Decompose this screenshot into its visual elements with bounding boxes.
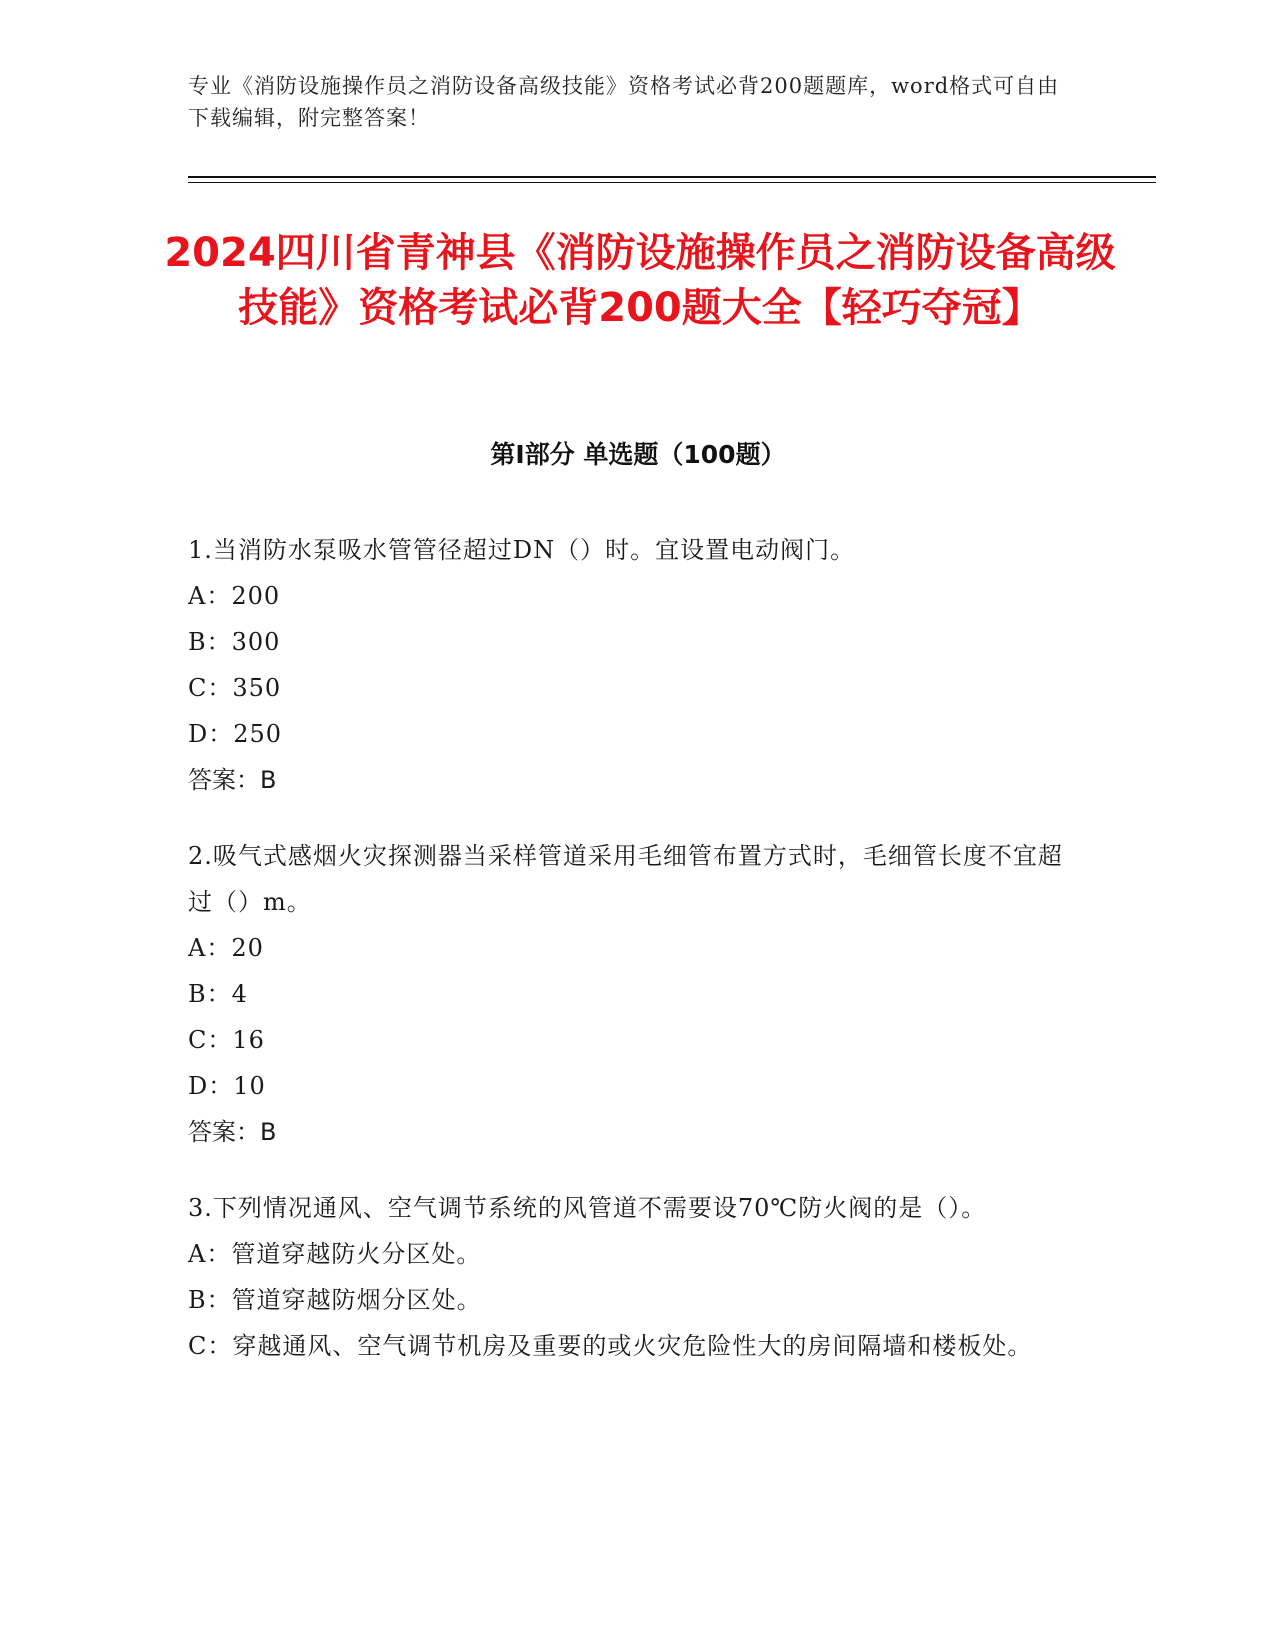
section-title: 第I部分 单选题（100题）: [490, 440, 786, 469]
answer: 答案：B: [188, 1118, 277, 1146]
question-stem: 2.吸气式感烟火灾探测器当采样管道采用毛细管布置方式时，毛细管长度不宜超过（）m。: [188, 842, 1063, 916]
option-b: B：4: [188, 980, 248, 1008]
option-d: D：10: [188, 1072, 266, 1100]
option-b: B：管道穿越防烟分区处。: [188, 1286, 482, 1314]
question-2: [188, 833, 1078, 1155]
answer: 答案：B: [188, 766, 277, 794]
option-c: C：350: [188, 674, 282, 702]
option-a: A：200: [188, 582, 281, 610]
header-note: 专业《消防设施操作员之消防设备高级技能》资格考试必背200题题库，word格式可自由下载编辑，附完整答案！: [188, 74, 1060, 130]
question-3: [188, 1185, 1078, 1369]
question-list: [188, 527, 1078, 1399]
question-1: [188, 527, 1078, 803]
header-rule-thick: [188, 176, 1156, 178]
option-a: A：管道穿越防火分区处。: [188, 1240, 482, 1268]
option-b: B：300: [188, 628, 281, 656]
question-stem: 1.当消防水泵吸水管管径超过DN（）时。宜设置电动阀门。: [188, 536, 856, 564]
option-a: A：20: [188, 934, 264, 962]
document-title: 2024四川省青神县《消防设施操作员之消防设备高级技能》资格考试必背200题大全【轻巧夺冠】: [164, 230, 1116, 331]
option-c: C：16: [188, 1026, 265, 1054]
option-c: C：穿越通风、空气调节机房及重要的或火灾危险性大的房间隔墙和楼板处。: [188, 1332, 1033, 1360]
header-rule-thin: [188, 182, 1156, 183]
option-d: D：250: [188, 720, 283, 748]
question-stem: 3.下列情况通风、空气调节系统的风管道不需要设70℃防火阀的是（）。: [188, 1194, 987, 1222]
